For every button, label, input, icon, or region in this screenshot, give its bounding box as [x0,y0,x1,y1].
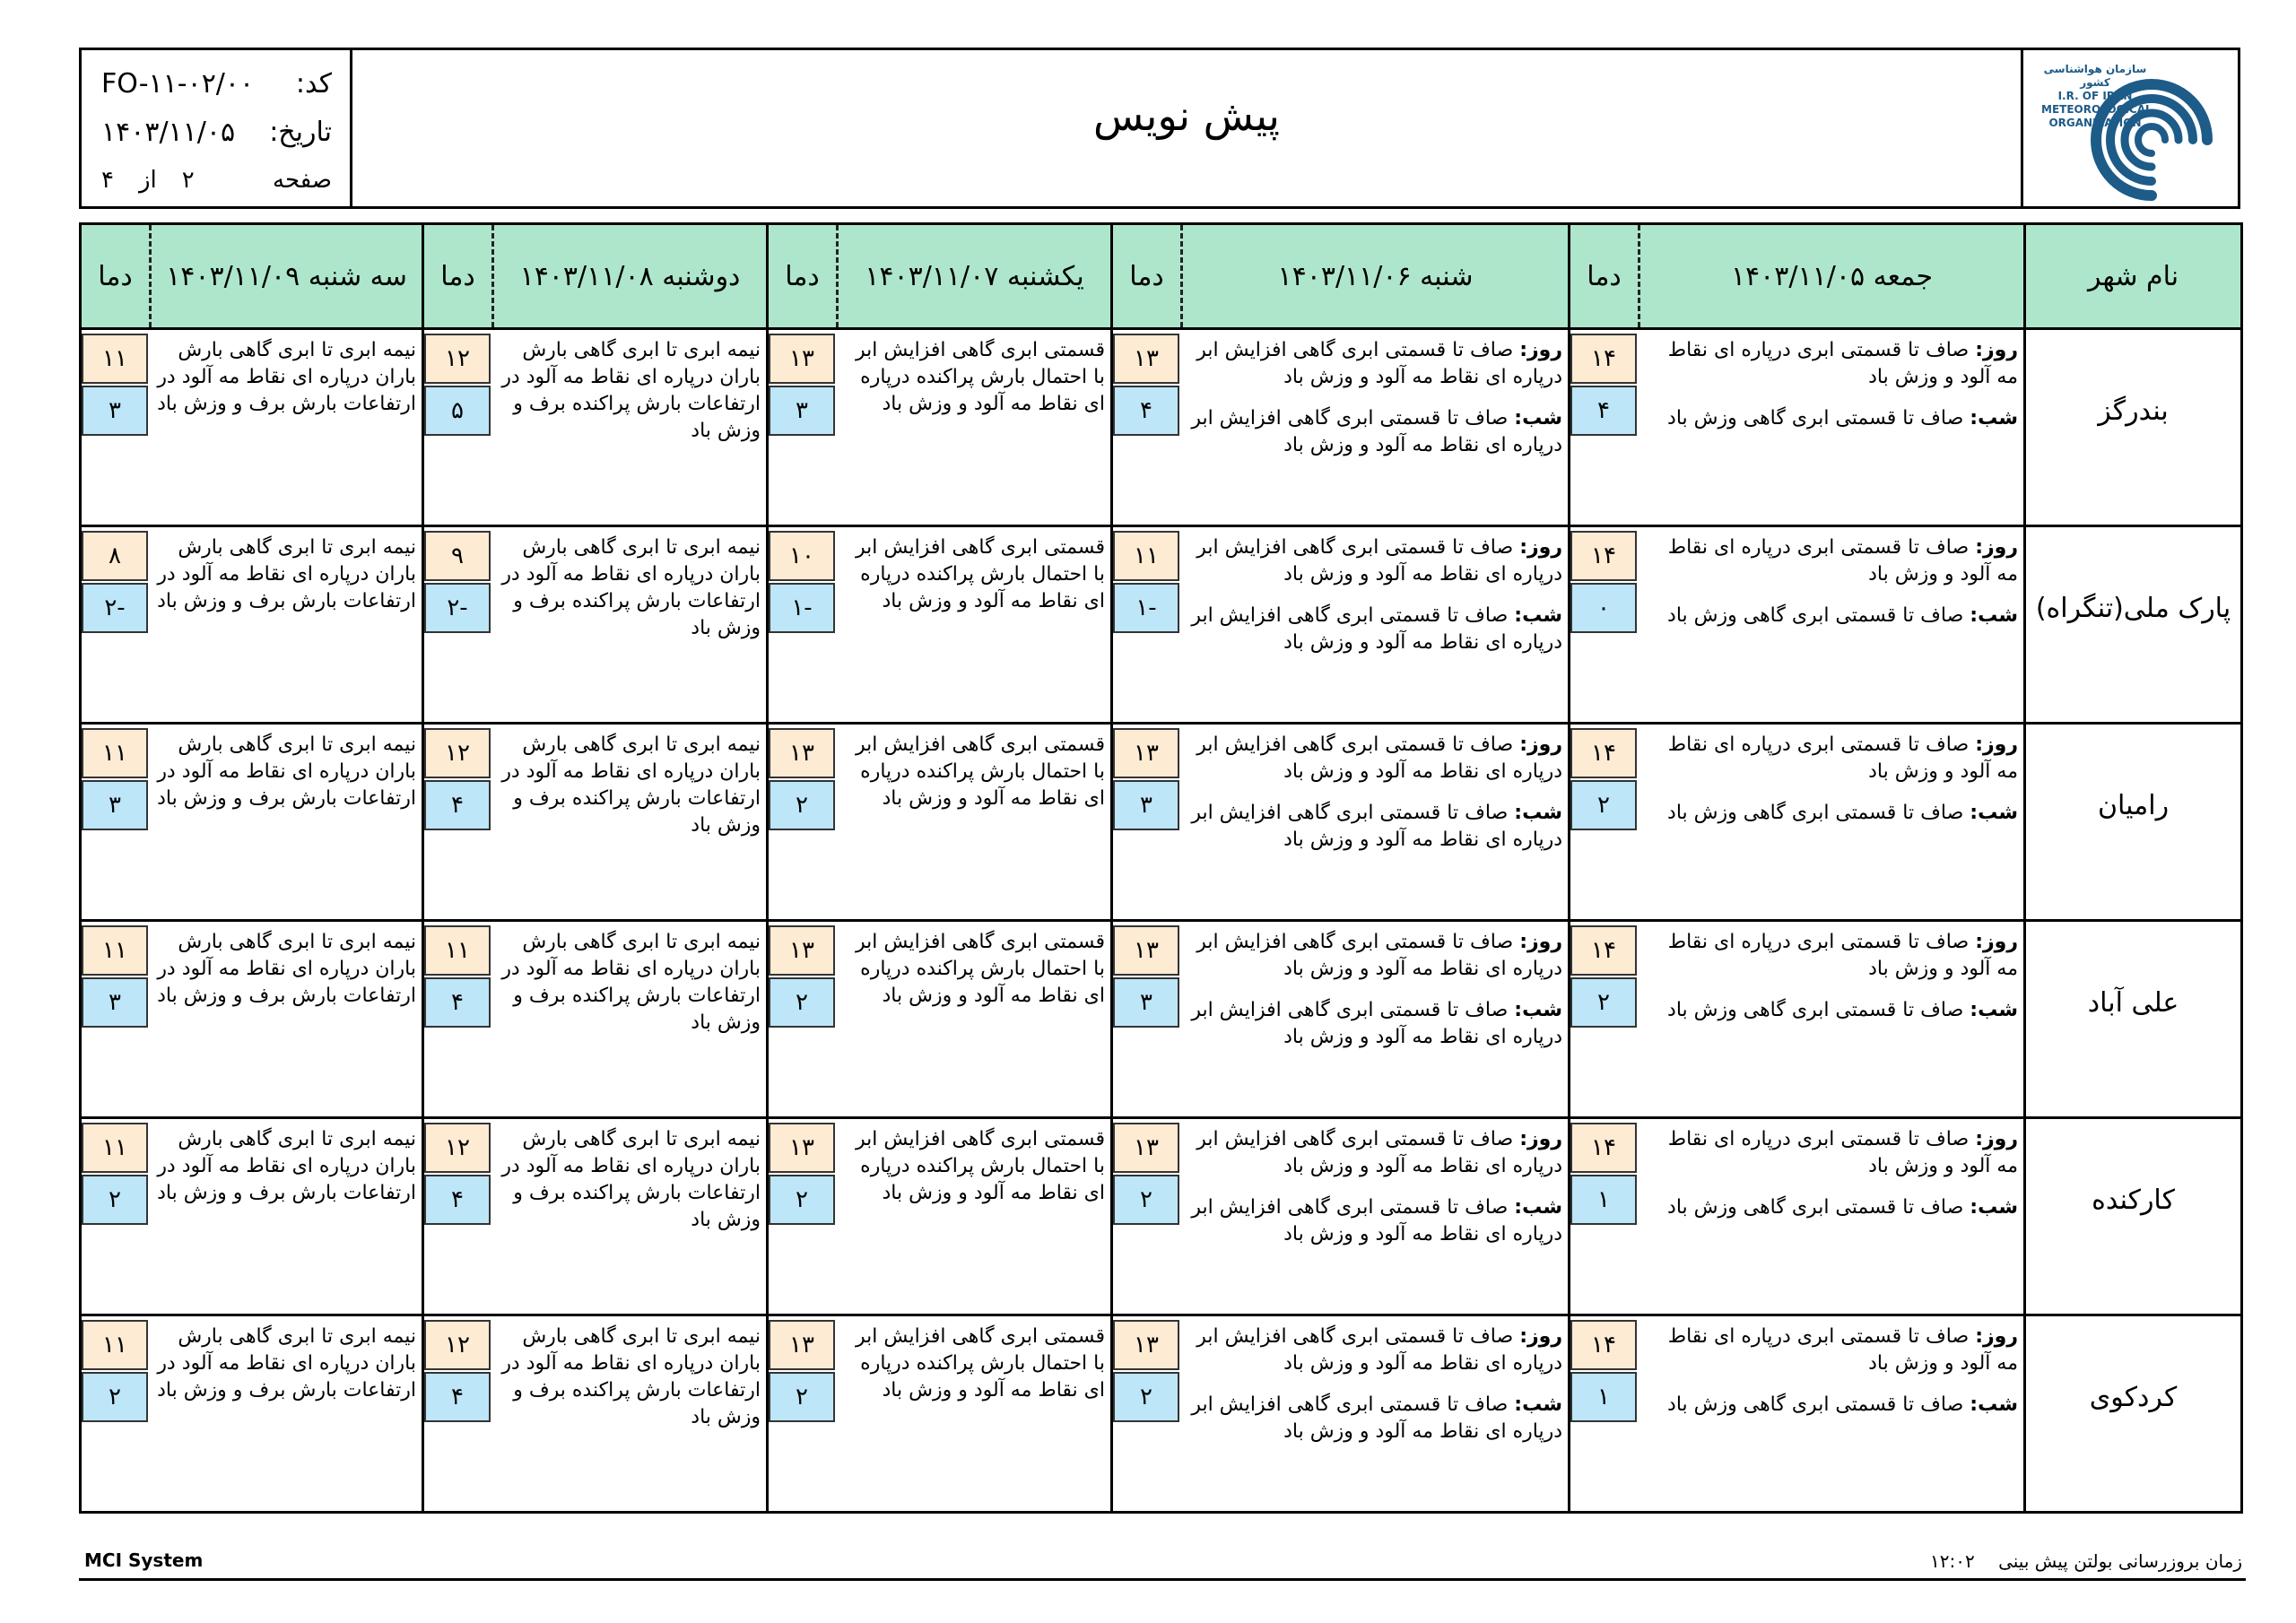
day-forecast [1187,1324,1563,1377]
forecast-description [151,1315,423,1513]
night-forecast [1187,405,1563,459]
day-header: یکشنبه ۱۴۰۳/۱۱/۰۷ [838,224,1112,329]
date-row [101,109,332,154]
forecast-text: نیمه ابری تا ابری گاهی بارش باران درپاره ای نقاط مه آلود در ارتفاعات بارش پراکنده برف و وزش باد [501,339,761,442]
min-temperature: -۲ [424,583,491,633]
page-label: صفحه [273,167,332,194]
city-cell [2025,329,2242,526]
max-temperature: ۱۱ [82,728,148,778]
day-text: صاف تا قسمتی ابری گاهی افزایش ابر درپاره ای نقاط مه آلود و وزش باد [1196,1325,1562,1375]
forecast-text: قسمتی ابری گاهی افزایش ابر با احتمال بارش پراکنده درپاره ای نقاط مه آلود و وزش باد [856,339,1105,415]
forecast-description [151,526,423,724]
forecast-description [1182,329,1570,526]
temperature-cell [81,1118,151,1315]
forecast-description [838,724,1112,921]
temperature-cell [1570,724,1639,921]
forecast-rows [81,329,2242,1513]
forecast-description [1182,526,1570,724]
forecast-text: قسمتی ابری گاهی افزایش ابر با احتمال بارش پراکنده درپاره ای نقاط مه آلود و وزش باد [856,733,1105,810]
forecast-description [151,329,423,526]
temp-header: دما [768,224,838,329]
day-text: صاف تا قسمتی ابری درپاره ای نقاط مه آلود و وزش باد [1667,1325,2018,1375]
spacer [1645,1180,2019,1194]
day-header: دوشنبه ۱۴۰۳/۱۱/۰۸ [493,224,768,329]
max-temperature: ۹ [424,531,491,581]
min-temperature: ۳ [82,386,148,436]
update-info [1930,1550,2242,1572]
city-cell [2025,1118,2242,1315]
temperature-cell [423,724,493,921]
logo-text-line2: METEOROLOGICAL [2041,103,2152,116]
day-label: روز: [1975,733,2018,756]
day-text: صاف تا قسمتی ابری درپاره ای نقاط مه آلود و وزش باد [1667,1128,2018,1177]
city-name: بندرگز [2098,395,2169,427]
night-forecast [1645,800,2019,827]
max-temperature: ۱۳ [769,1123,835,1173]
night-label: شب: [1970,999,2018,1021]
forecast-description [493,724,768,921]
night-label: شب: [1514,999,1562,1021]
forecast-description [493,526,768,724]
spacer [1645,785,2019,800]
forecast-description [1639,1118,2025,1315]
max-temperature: ۱۲ [424,1123,491,1173]
day-label: روز: [1975,1128,2018,1150]
forecast-text: نیمه ابری تا ابری گاهی بارش باران درپاره ای نقاط مه آلود در ارتفاعات بارش پراکنده برف و وزش باد [501,931,761,1034]
day-text: صاف تا قسمتی ابری گاهی افزایش ابر درپاره ای نقاط مه آلود و وزش باد [1196,339,1562,388]
forecast-description [1182,921,1570,1118]
night-forecast [1187,997,1563,1051]
forecast-description [1639,724,2025,921]
min-temperature: ۲ [1113,1175,1179,1225]
temperature-cell [768,1315,838,1513]
forecast-description [151,1118,423,1315]
night-label: شب: [1970,1393,2018,1416]
min-temperature: ۴ [424,1175,491,1225]
city-cell [2025,1315,2242,1513]
max-temperature: ۱۳ [1113,1123,1179,1173]
forecast-text: نیمه ابری تا ابری گاهی بارش باران درپاره ای نقاط مه آلود در ارتفاعات بارش برف و وزش باد [157,1128,416,1204]
day-label: روز: [1519,536,1562,559]
temperature-cell [1570,526,1639,724]
day-text: صاف تا قسمتی ابری درپاره ای نقاط مه آلود و وزش باد [1667,536,2018,586]
spacer [1645,983,2019,997]
spacer [1645,588,2019,603]
day-forecast [1645,1126,2019,1180]
spacer [1645,1377,2019,1392]
night-text: صاف تا قسمتی ابری گاهی وزش باد [1667,999,1964,1021]
min-temperature: ۲ [1570,780,1637,830]
night-text: صاف تا قسمتی ابری گاهی افزایش ابر درپاره ای نقاط مه آلود و وزش باد [1191,407,1562,456]
city-cell [2025,526,2242,724]
city-cell [2025,921,2242,1118]
max-temperature: ۱۰ [769,531,835,581]
min-temperature: ۴ [424,780,491,830]
forecast-text: نیمه ابری تا ابری گاهی بارش باران درپاره ای نقاط مه آلود در ارتفاعات بارش برف و وزش باد [157,733,416,810]
night-label: شب: [1514,1393,1562,1416]
min-temperature: ۲ [769,1175,835,1225]
temperature-cell [423,1315,493,1513]
page-total: ۴ [101,167,114,194]
forecast-description [1639,329,2025,526]
forecast-text: قسمتی ابری گاهی افزایش ابر با احتمال بارش پراکنده درپاره ای نقاط مه آلود و وزش باد [856,1325,1105,1402]
forecast-description [493,921,768,1118]
temp-header: دما [81,224,151,329]
day-forecast [1187,732,1563,785]
min-temperature: -۲ [82,583,148,633]
code-row [101,61,332,106]
table-header-row [81,224,2242,329]
night-forecast [1187,800,1563,854]
temperature-cell [1570,921,1639,1118]
table-row [81,1118,2242,1315]
forecast-text: نیمه ابری تا ابری گاهی بارش باران درپاره ای نقاط مه آلود در ارتفاعات بارش پراکنده برف و وزش باد [501,1128,761,1231]
page-title: پیش نویس [1093,91,1280,140]
min-temperature: ۰ [1570,583,1637,633]
spacer [1187,391,1563,405]
logo-text [2041,63,2152,130]
day-label: روز: [1975,931,2018,953]
night-text: صاف تا قسمتی ابری گاهی افزایش ابر درپاره ای نقاط مه آلود و وزش باد [1191,1393,1562,1443]
min-temperature: ۳ [82,780,148,830]
city-name: کارکنده [2092,1184,2175,1216]
date-label: تاریخ: [269,116,332,148]
table-row [81,724,2242,921]
night-text: صاف تا قسمتی ابری گاهی وزش باد [1667,407,1964,430]
min-temperature: -۱ [769,583,835,633]
temperature-cell [768,724,838,921]
max-temperature: ۱۳ [769,1320,835,1370]
min-temperature: ۲ [82,1175,148,1225]
forecast-text: نیمه ابری تا ابری گاهی بارش باران درپاره ای نقاط مه آلود در ارتفاعات بارش برف و وزش باد [157,339,416,415]
temperature-cell [1570,1315,1639,1513]
forecast-description [838,1118,1112,1315]
day-text: صاف تا قسمتی ابری گاهی افزایش ابر درپاره ای نقاط مه آلود و وزش باد [1196,1128,1562,1177]
forecast-text: نیمه ابری تا ابری گاهی بارش باران درپاره ای نقاط مه آلود در ارتفاعات بارش پراکنده برف و وزش باد [501,733,761,837]
night-forecast [1645,997,2019,1024]
forecast-description [1182,1315,1570,1513]
temperature-cell [1570,1118,1639,1315]
temperature-cell [81,921,151,1118]
logo-text-line3: ORGANIZATION [2048,117,2142,129]
min-temperature: ۳ [1113,977,1179,1028]
max-temperature: ۱۳ [1113,925,1179,976]
min-temperature: ۱ [1570,1372,1637,1422]
max-temperature: ۱۱ [82,334,148,384]
max-temperature: ۱۳ [1113,728,1179,778]
forecast-description [493,1315,768,1513]
table-row [81,526,2242,724]
forecast-description [151,724,423,921]
forecast-description [493,329,768,526]
temperature-cell [423,1118,493,1315]
max-temperature: ۱۲ [424,334,491,384]
day-label: روز: [1519,1128,1562,1150]
code-label: کد: [295,67,332,100]
logo-cell [2021,50,2238,206]
night-label: شب: [1514,604,1562,627]
min-temperature: ۲ [769,977,835,1028]
temperature-cell [423,526,493,724]
system-name: MCI System [84,1549,204,1571]
date-value: ۱۴۰۳/۱۱/۰۵ [101,116,236,148]
temperature-cell [1112,329,1182,526]
max-temperature: ۱۴ [1570,925,1637,976]
night-forecast [1645,603,2019,629]
max-temperature: ۱۳ [769,728,835,778]
night-forecast [1645,405,2019,432]
max-temperature: ۱۱ [82,1123,148,1173]
night-forecast [1187,1194,1563,1248]
day-forecast [1645,534,2019,588]
day-forecast [1187,337,1563,391]
night-text: صاف تا قسمتی ابری گاهی افزایش ابر درپاره ای نقاط مه آلود و وزش باد [1191,1196,1562,1245]
max-temperature: ۱۴ [1570,334,1637,384]
temperature-cell [81,1315,151,1513]
night-label: شب: [1514,802,1562,824]
page-number [101,167,195,194]
min-temperature: ۲ [1113,1372,1179,1422]
day-forecast [1645,337,2019,391]
max-temperature: ۸ [82,531,148,581]
logo-text-fa: سازمان هواشناسی کشور [2043,63,2147,89]
forecast-description [838,329,1112,526]
forecast-text: قسمتی ابری گاهی افزایش ابر با احتمال بارش پراکنده درپاره ای نقاط مه آلود و وزش باد [856,1128,1105,1204]
forecast-text: نیمه ابری تا ابری گاهی بارش باران درپاره ای نقاط مه آلود در ارتفاعات بارش برف و وزش باد [157,1325,416,1402]
max-temperature: ۱۴ [1570,1320,1637,1370]
night-label: شب: [1970,1196,2018,1219]
min-temperature: ۴ [1570,386,1637,436]
day-forecast [1645,732,2019,785]
forecast-description [1639,1315,2025,1513]
forecast-description [838,921,1112,1118]
min-temperature: ۵ [424,386,491,436]
day-forecast [1187,1126,1563,1180]
forecast-text: نیمه ابری تا ابری گاهی بارش باران درپاره ای نقاط مه آلود در ارتفاعات بارش برف و وزش باد [157,931,416,1007]
temp-header: دما [423,224,493,329]
min-temperature: ۳ [769,386,835,436]
forecast-description [493,1118,768,1315]
night-forecast [1187,603,1563,656]
footer-divider [79,1578,2246,1581]
temperature-cell [1112,1315,1182,1513]
forecast-text: قسمتی ابری گاهی افزایش ابر با احتمال بارش پراکنده درپاره ای نقاط مه آلود و وزش باد [856,931,1105,1007]
forecast-description [1182,1118,1570,1315]
min-temperature: ۳ [1113,780,1179,830]
page-current: ۲ [181,167,195,194]
night-forecast [1187,1392,1563,1445]
night-forecast [1645,1194,2019,1221]
night-text: صاف تا قسمتی ابری گاهی افزایش ابر درپاره ای نقاط مه آلود و وزش باد [1191,604,1562,654]
temperature-cell [1112,526,1182,724]
max-temperature: ۱۱ [424,925,491,976]
temperature-cell [768,526,838,724]
city-header: نام شهر [2025,224,2242,329]
temperature-cell [768,1118,838,1315]
temperature-cell [1112,724,1182,921]
forecast-text: نیمه ابری تا ابری گاهی بارش باران درپاره ای نقاط مه آلود در ارتفاعات بارش برف و وزش باد [157,536,416,612]
max-temperature: ۱۳ [1113,1320,1179,1370]
night-text: صاف تا قسمتی ابری گاهی وزش باد [1667,802,1964,824]
min-temperature: ۲ [82,1372,148,1422]
day-text: صاف تا قسمتی ابری گاهی افزایش ابر درپاره ای نقاط مه آلود و وزش باد [1196,536,1562,586]
day-forecast [1187,929,1563,983]
forecast-description [1639,526,2025,724]
temperature-cell [81,329,151,526]
temperature-cell [423,329,493,526]
night-forecast [1645,1392,2019,1419]
day-label: روز: [1975,339,2018,361]
page-row [101,158,332,203]
night-label: شب: [1970,604,2018,627]
night-text: صاف تا قسمتی ابری گاهی وزش باد [1667,1393,1964,1416]
night-text: صاف تا قسمتی ابری گاهی وزش باد [1667,604,1964,627]
city-name: کردکوی [2089,1381,2178,1413]
min-temperature: ۴ [424,977,491,1028]
max-temperature: ۱۱ [82,925,148,976]
forecast-description [1182,724,1570,921]
night-label: شب: [1514,1196,1562,1219]
forecast-description [838,526,1112,724]
night-text: صاف تا قسمتی ابری گاهی وزش باد [1667,1196,1964,1219]
day-text: صاف تا قسمتی ابری درپاره ای نقاط مه آلود و وزش باد [1667,931,2018,980]
forecast-table [79,222,2243,1514]
day-label: روز: [1975,536,2018,559]
day-label: روز: [1975,1325,2018,1348]
forecast-text: نیمه ابری تا ابری گاهی بارش باران درپاره ای نقاط مه آلود در ارتفاعات بارش پراکنده برف و وزش باد [501,536,761,639]
day-forecast [1645,929,2019,983]
min-temperature: -۱ [1113,583,1179,633]
max-temperature: ۱۳ [769,334,835,384]
day-text: صاف تا قسمتی ابری درپاره ای نقاط مه آلود و وزش باد [1667,733,2018,783]
day-header: سه شنبه ۱۴۰۳/۱۱/۰۹ [151,224,423,329]
min-temperature: ۲ [1570,977,1637,1028]
spacer [1187,785,1563,800]
day-label: روز: [1519,1325,1562,1348]
day-header: جمعه ۱۴۰۳/۱۱/۰۵ [1639,224,2025,329]
min-temperature: ۲ [769,780,835,830]
temperature-cell [1570,329,1639,526]
temperature-cell [81,724,151,921]
night-text: صاف تا قسمتی ابری گاهی افزایش ابر درپاره ای نقاط مه آلود و وزش باد [1191,999,1562,1048]
max-temperature: ۱۴ [1570,531,1637,581]
temperature-cell [81,526,151,724]
table-row [81,921,2242,1118]
city-cell [2025,724,2242,921]
min-temperature: ۳ [82,977,148,1028]
update-label: زمان بروزرسانی بولتن پیش بینی [1998,1550,2242,1572]
max-temperature: ۱۲ [424,1320,491,1370]
temperature-cell [768,921,838,1118]
forecast-text: نیمه ابری تا ابری گاهی بارش باران درپاره ای نقاط مه آلود در ارتفاعات بارش پراکنده برف و وزش باد [501,1325,761,1428]
day-label: روز: [1519,931,1562,953]
city-name: علی آباد [2087,986,2179,1019]
temperature-cell [1112,921,1182,1118]
max-temperature: ۱۴ [1570,1123,1637,1173]
min-temperature: ۴ [424,1372,491,1422]
city-name: پارک ملی(تنگراه) [2035,592,2231,624]
night-label: شب: [1970,407,2018,430]
day-text: صاف تا قسمتی ابری گاهی افزایش ابر درپاره ای نقاط مه آلود و وزش باد [1196,931,1562,980]
max-temperature: ۱۱ [82,1320,148,1370]
night-label: شب: [1970,802,2018,824]
night-text: صاف تا قسمتی ابری گاهی افزایش ابر درپاره ای نقاط مه آلود و وزش باد [1191,802,1562,851]
city-name: رامیان [2097,789,2170,821]
max-temperature: ۱۲ [424,728,491,778]
spacer [1187,588,1563,603]
night-label: شب: [1514,407,1562,430]
table-row [81,329,2242,526]
day-label: روز: [1519,339,1562,361]
day-label: روز: [1519,733,1562,756]
temp-header: دما [1112,224,1182,329]
logo-text-line1: I.R. OF IRAN [2057,90,2133,102]
table-row [81,1315,2242,1513]
forecast-description [151,921,423,1118]
page-of-label: از [138,167,157,194]
temperature-cell [423,921,493,1118]
max-temperature: ۱۳ [1113,334,1179,384]
min-temperature: ۱ [1570,1175,1637,1225]
max-temperature: ۱۳ [769,925,835,976]
temp-header: دما [1570,224,1639,329]
day-header: شنبه ۱۴۰۳/۱۱/۰۶ [1182,224,1570,329]
temperature-cell [768,329,838,526]
spacer [1187,1377,1563,1392]
min-temperature: ۲ [769,1372,835,1422]
update-time: ۱۲:۰۲ [1930,1550,1975,1572]
max-temperature: ۱۴ [1570,728,1637,778]
temperature-cell [1112,1118,1182,1315]
day-forecast [1645,1324,2019,1377]
day-text: صاف تا قسمتی ابری درپاره ای نقاط مه آلود و وزش باد [1667,339,2018,388]
min-temperature: ۴ [1113,386,1179,436]
day-forecast [1187,534,1563,588]
spacer [1187,1180,1563,1194]
document-header [79,48,2240,209]
forecast-description [838,1315,1112,1513]
forecast-text: قسمتی ابری گاهی افزایش ابر با احتمال بارش پراکنده درپاره ای نقاط مه آلود و وزش باد [856,536,1105,612]
code-value: FO-۱۱-۰۲/۰۰ [101,67,255,100]
spacer [1645,391,2019,405]
spacer [1187,983,1563,997]
max-temperature: ۱۱ [1113,531,1179,581]
forecast-description [1639,921,2025,1118]
document-meta [82,50,352,206]
day-text: صاف تا قسمتی ابری گاهی افزایش ابر درپاره ای نقاط مه آلود و وزش باد [1196,733,1562,783]
